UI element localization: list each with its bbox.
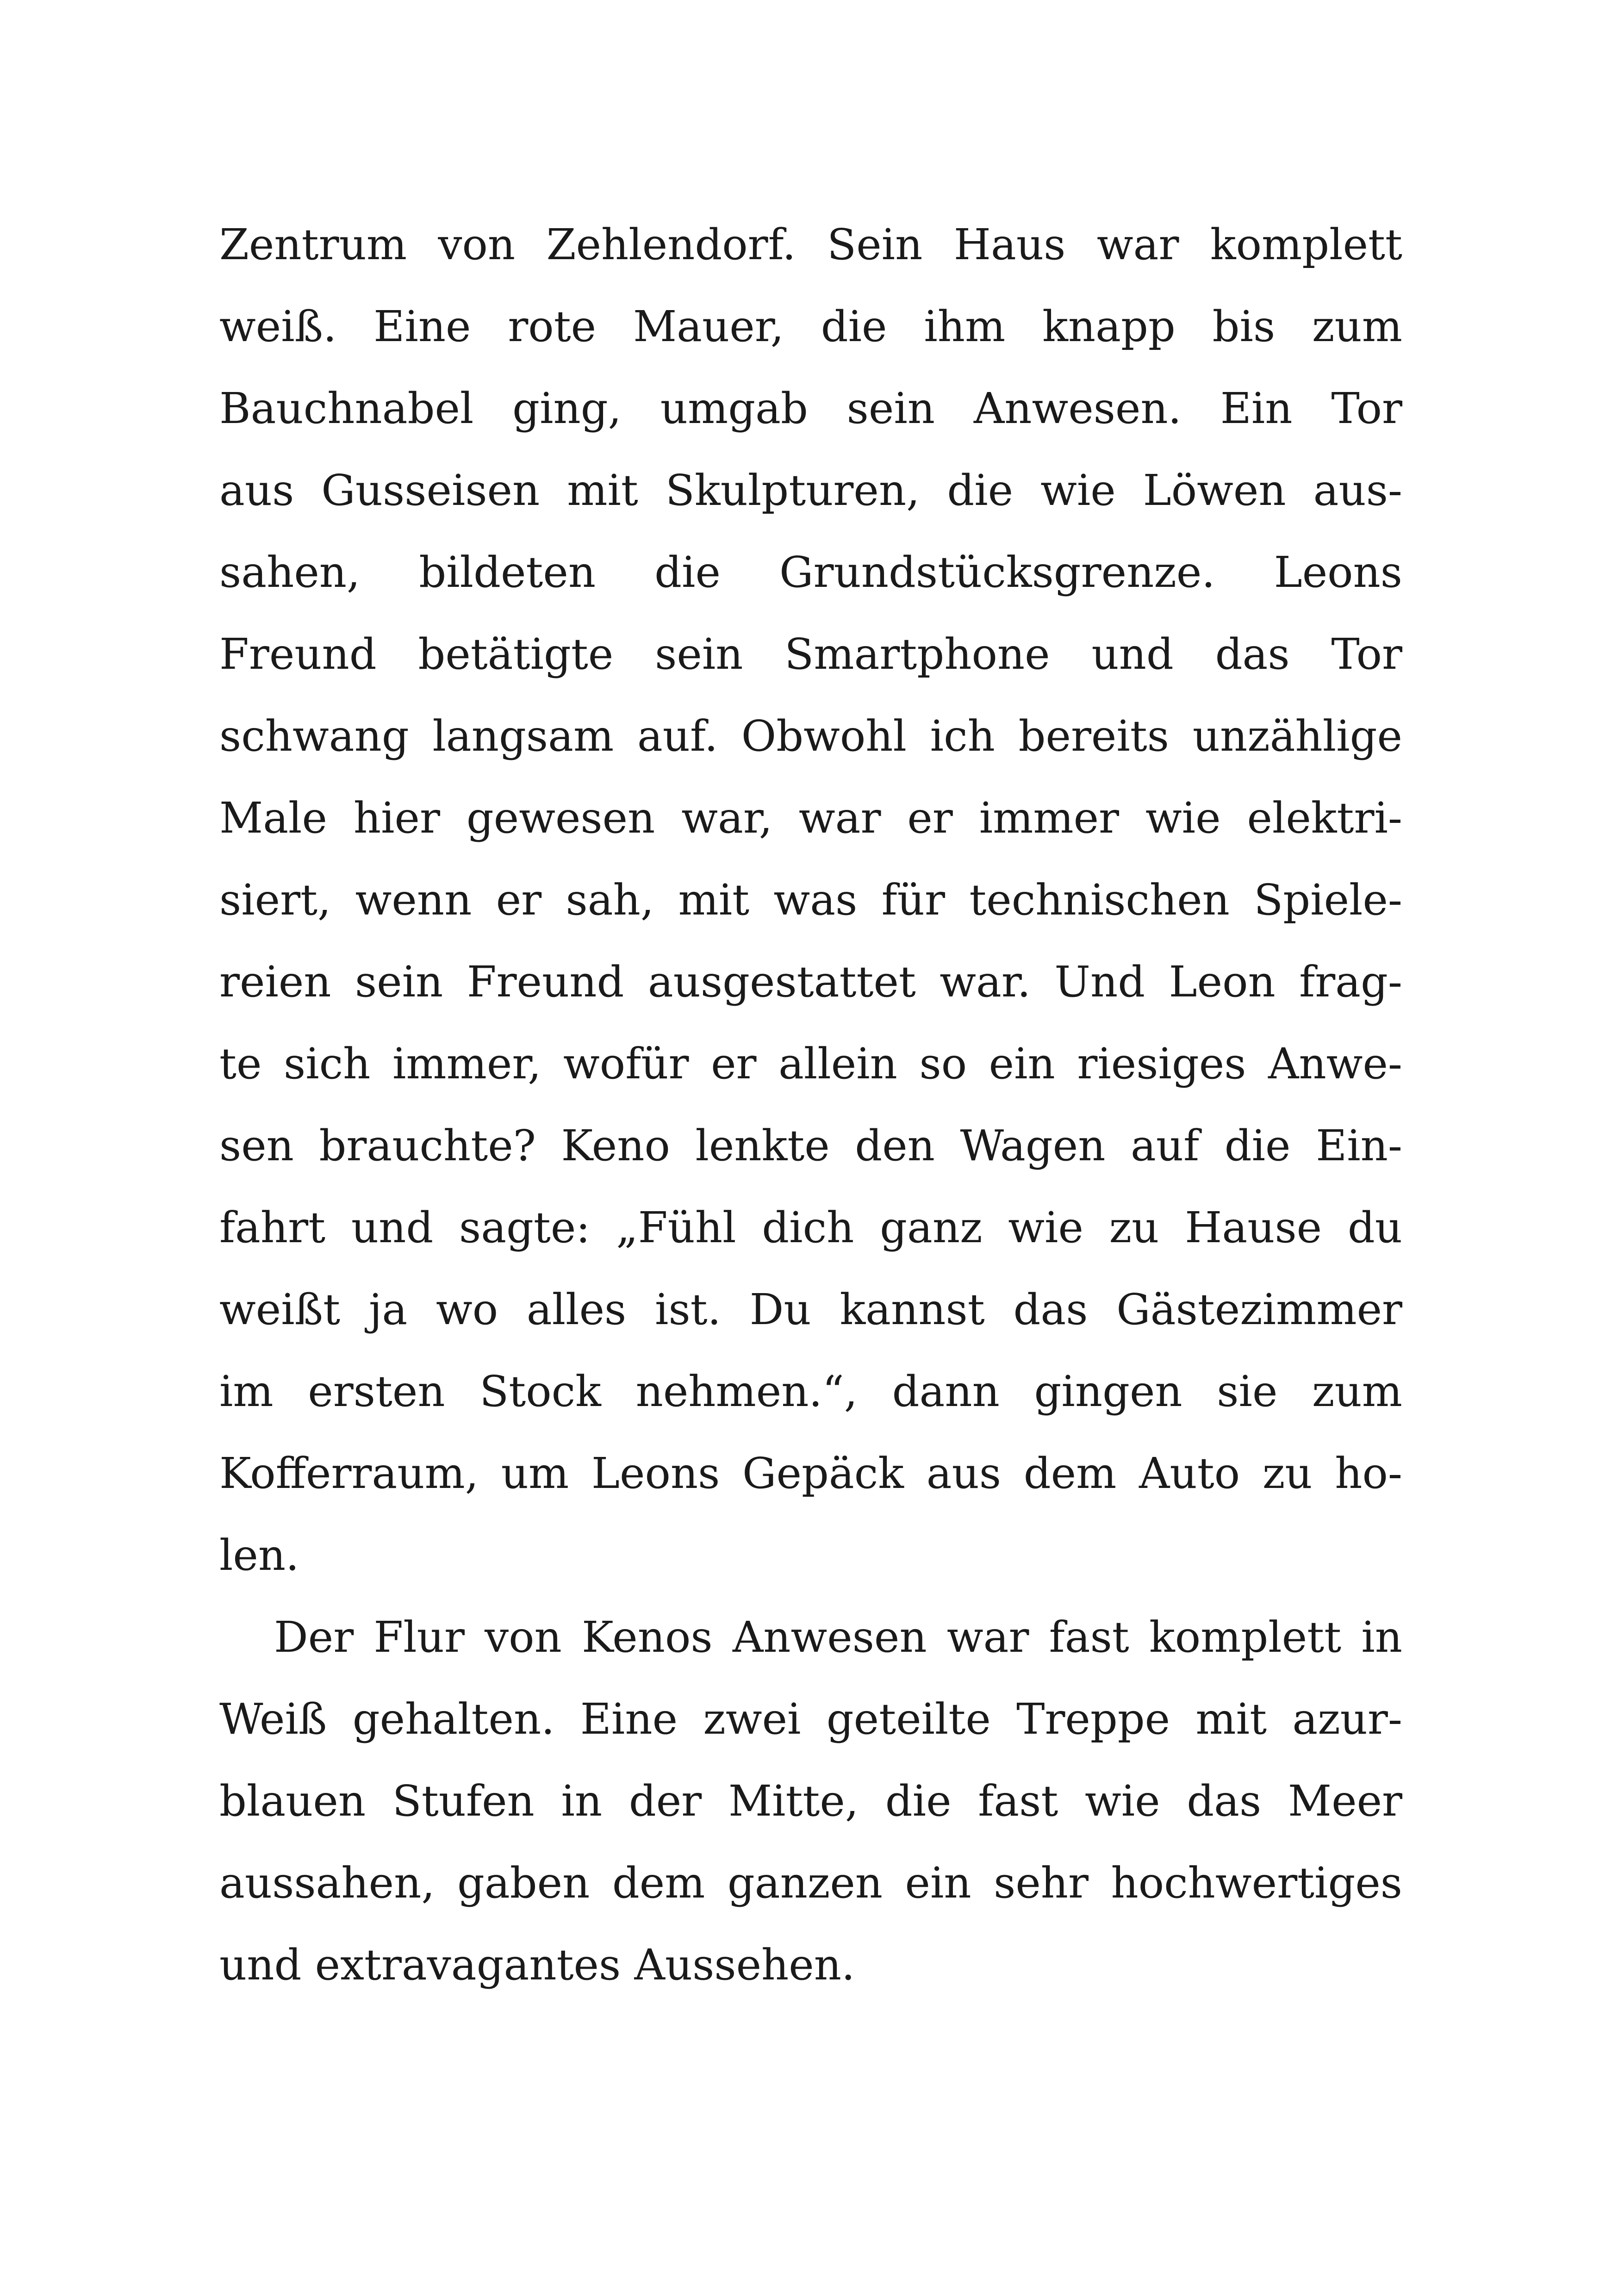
text-line: Male hier gewesen war, war er immer wie elektri-: [219, 793, 1402, 843]
text-line: sahen, bildeten die Grundstücksgrenze. Leons: [219, 548, 1402, 597]
text-line: aussahen, gaben dem ganzen ein sehr hochwertiges: [219, 1858, 1402, 1908]
text-line: siert, wenn er sah, mit was für technischen Spiele-: [219, 875, 1402, 925]
text-line: weiß. Eine rote Mauer, die ihm knapp bis zum: [219, 302, 1402, 351]
text-line: sen brauchte? Keno lenkte den Wagen auf die Ein-: [219, 1121, 1402, 1170]
text-line: und extravagantes Aussehen.: [219, 1940, 855, 1990]
text-line: reien sein Freund ausgestattet war. Und Leon frag-: [219, 957, 1402, 1007]
text-line: im ersten Stock nehmen.“, dann gingen sie zum: [219, 1367, 1402, 1416]
text-line: Der Flur von Kenos Anwesen war fast komplett in: [274, 1612, 1402, 1662]
text-line: blauen Stufen in der Mitte, die fast wie das Meer: [219, 1776, 1402, 1826]
text-line: weißt ja wo alles ist. Du kannst das Gästezimmer: [219, 1285, 1402, 1334]
text-line: schwang langsam auf. Obwohl ich bereits unzählige: [219, 711, 1402, 761]
paragraph-2: [219, 1596, 1402, 2006]
text-line: aus Gusseisen mit Skulpturen, die wie Löwen aus-: [219, 466, 1402, 515]
text-line: Weiß gehalten. Eine zwei geteilte Treppe mit azur-: [219, 1694, 1402, 1744]
paragraph-1: [219, 204, 1402, 1596]
text-line: Kofferraum, um Leons Gepäck aus dem Auto zu ho-: [219, 1449, 1402, 1498]
text-line: Freund betätigte sein Smartphone und das Tor: [219, 629, 1402, 679]
text-line: fahrt und sagte: „Fühl dich ganz wie zu Hause du: [219, 1203, 1402, 1252]
text-line: len.: [219, 1531, 299, 1580]
text-line: Zentrum von Zehlendorf. Sein Haus war komplett: [219, 220, 1402, 269]
text-line: Bauchnabel ging, umgab sein Anwesen. Ein Tor: [219, 384, 1402, 433]
text-line: te sich immer, wofür er allein so ein riesiges Anwe-: [219, 1039, 1402, 1089]
body-text: [219, 204, 1402, 2006]
